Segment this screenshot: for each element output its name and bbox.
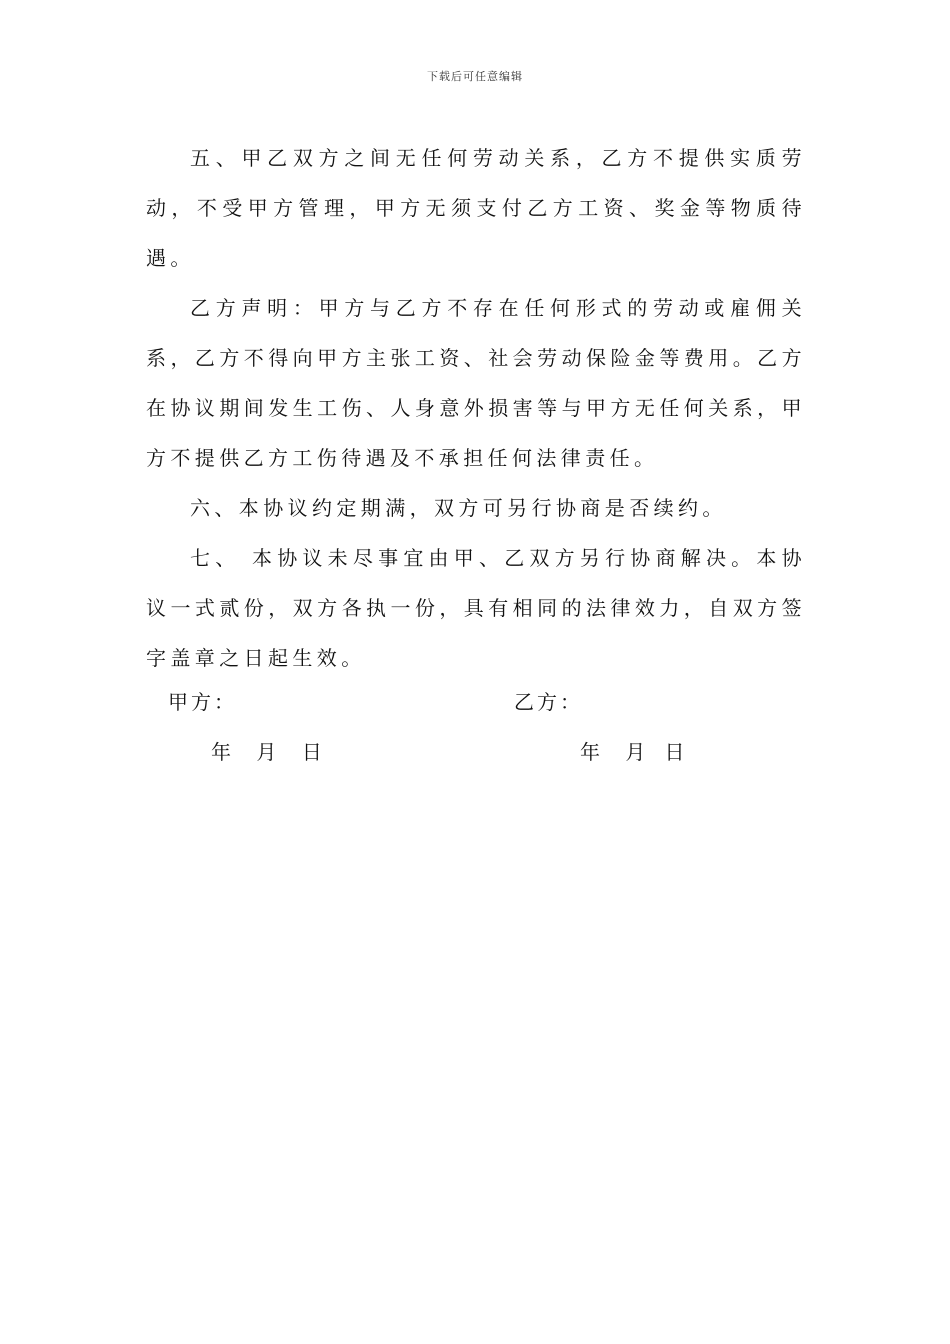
clause-five: 五、甲乙双方之间无任何劳动关系，乙方不提供实质劳动，不受甲方管理，甲方无须支付乙方工资、奖金等物质待遇。 <box>146 146 806 270</box>
party-b-declaration: 乙方声明：甲方与乙方不存在任何形式的劳动或雇佣关系，乙方不得向甲方主张工资、社会劳动保险金等费用。乙方在协议期间发生工伤、人身意外损害等与甲方无任何关系，甲方不提供乙方工伤待遇及不承担任何法律责任。 <box>146 296 806 470</box>
party-b-signature-label: 乙方： <box>514 690 583 714</box>
clause-six: 六、本协议约定期满，双方可另行协商是否续约。 <box>190 496 727 520</box>
clause-seven: 七、 本协议未尽事宜由甲、乙双方另行协商解决。本协议一式贰份，双方各执一份，具有相同的法律效力，自双方签字盖章之日起生效。 <box>146 546 806 670</box>
party-a-signature-label: 甲方： <box>168 690 237 714</box>
page-header: 下载后可任意编辑 <box>427 70 523 83</box>
document-body <box>146 133 806 683</box>
party-a-signature-date: 年 月 日 <box>211 740 322 764</box>
party-b-signature-date: 年 月 日 <box>580 740 685 764</box>
